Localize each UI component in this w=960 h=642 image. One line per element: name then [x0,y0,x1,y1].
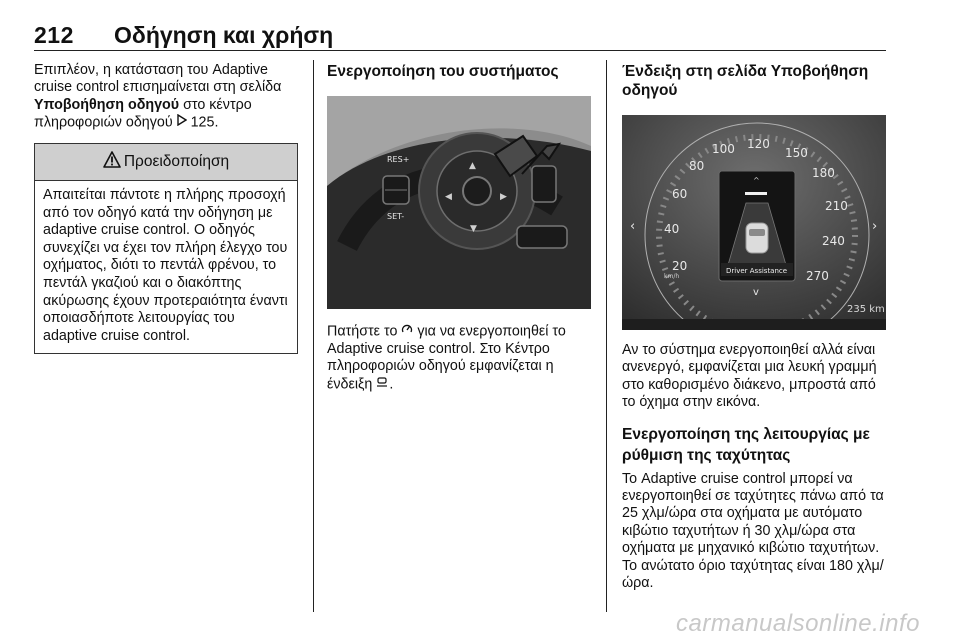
vehicle-icon [746,223,768,253]
svg-text:80: 80 [689,159,705,173]
svg-text:^: ^ [753,176,760,185]
intro-bold: Υποβοήθηση οδηγού [34,96,180,113]
page-number: 212 [34,22,74,48]
page-header [34,20,886,51]
svg-text:▼: ▼ [470,224,477,234]
warning-triangle-icon [103,151,124,172]
svg-text:40: 40 [664,222,680,236]
speed-activation-heading: Ενεργοποίηση της λειτουργίας με ρύθμιση της ταχύτητας [622,425,870,464]
chapter-title: Οδήγηση και χρήση [114,22,334,48]
svg-text:120: 120 [747,137,770,151]
driver-assistance-label: Driver Assistance [726,267,788,275]
svg-text:km/h: km/h [664,273,680,280]
odometer: 235 km [847,304,885,315]
svg-text:20: 20 [672,259,688,273]
svg-text:210: 210 [825,199,848,213]
column-middle [327,62,595,394]
warning-title: Προειδοποίηση [123,153,230,171]
svg-text:240: 240 [822,234,845,248]
cruise-control-icon [401,323,413,340]
svg-text:▶: ▶ [500,192,507,202]
warning-text: Απαιτείται πάντοτε η πλήρης προσοχή από τον οδηγό κατά την οδήγηση με adaptive cruise control. Ο οδηγός συνεχίζει να έχει τον πλήρη έλεγχο του οχήματος, διότι το πεντάλ φρένου, το πεντάλ γκαζιού και ο διακόπτης ακύρωσης έχουν προτεραιότητα έναντι οποιασδήποτε λειτουργίας του adaptive cruise control. [43,187,288,344]
display-heading: Ένδειξη στη σελίδα Υποβοήθηση οδηγού [622,63,869,99]
section-heading: Ενεργοποίηση του συστήματος [327,63,559,80]
column-divider [606,60,607,612]
instrument-cluster-figure [622,115,886,330]
svg-text:v: v [753,287,759,298]
svg-text:100: 100 [712,142,735,156]
set-label: SET- [387,212,405,221]
watermark: carmanualsonline.info [676,610,920,637]
page-reference[interactable]: 125 [190,114,215,131]
svg-text:‹: ‹ [630,219,636,234]
speed-activation-paragraph: Το Adaptive cruise control μπορεί να ενεργοποιηθεί σε ταχύτητες πάνω από τα 25 χλμ/ώρα στα οχήματα με αυτόματο κιβώτιο ταχυτήτων ή 30 χλμ/ώρα στα οχήματα με μηχανικό κιβώτιο ταχυτήτων. Το ανώτατο όριο ταχύτητας είναι 180 χλμ/ώρα. [622,470,884,592]
column-left [34,62,300,354]
svg-text:◀: ◀ [445,192,452,202]
svg-text:›: › [872,219,878,234]
column-divider [313,60,314,612]
intro-paragraph: Επιπλέον, η κατάσταση του Adaptive cruise control επισημαίνεται στη σελίδα Υποβοήθηση οδηγού στο κέντρο πληροφοριών οδηγού 125. [34,62,282,131]
res-label: RES+ [387,155,410,164]
svg-text:270: 270 [806,269,829,283]
gap-line [745,192,767,195]
page-reference-icon [177,114,187,131]
column-right [622,62,886,592]
svg-text:60: 60 [672,187,688,201]
warning-header [35,144,297,181]
svg-text:150: 150 [785,146,808,160]
svg-text:▲: ▲ [469,161,476,171]
steering-wheel-figure [327,96,591,309]
display-paragraph: Αν το σύστημα ενεργοποιηθεί αλλά είναι ανενεργό, εμφανίζεται μια λευκή γραμμή στο καθορισμένο διάκενο, μπροστά από το όχημα στην εικόνα. [622,342,877,411]
vehicle-ahead-icon [376,376,389,393]
svg-text:180: 180 [812,166,835,180]
warning-box [34,143,298,354]
activation-paragraph: Πατήστε το για να ενεργοποιηθεί το Adaptive cruise control. Στο Κέντρο πληροφοριών οδηγού εμφανίζεται η ένδειξη . [327,323,566,393]
